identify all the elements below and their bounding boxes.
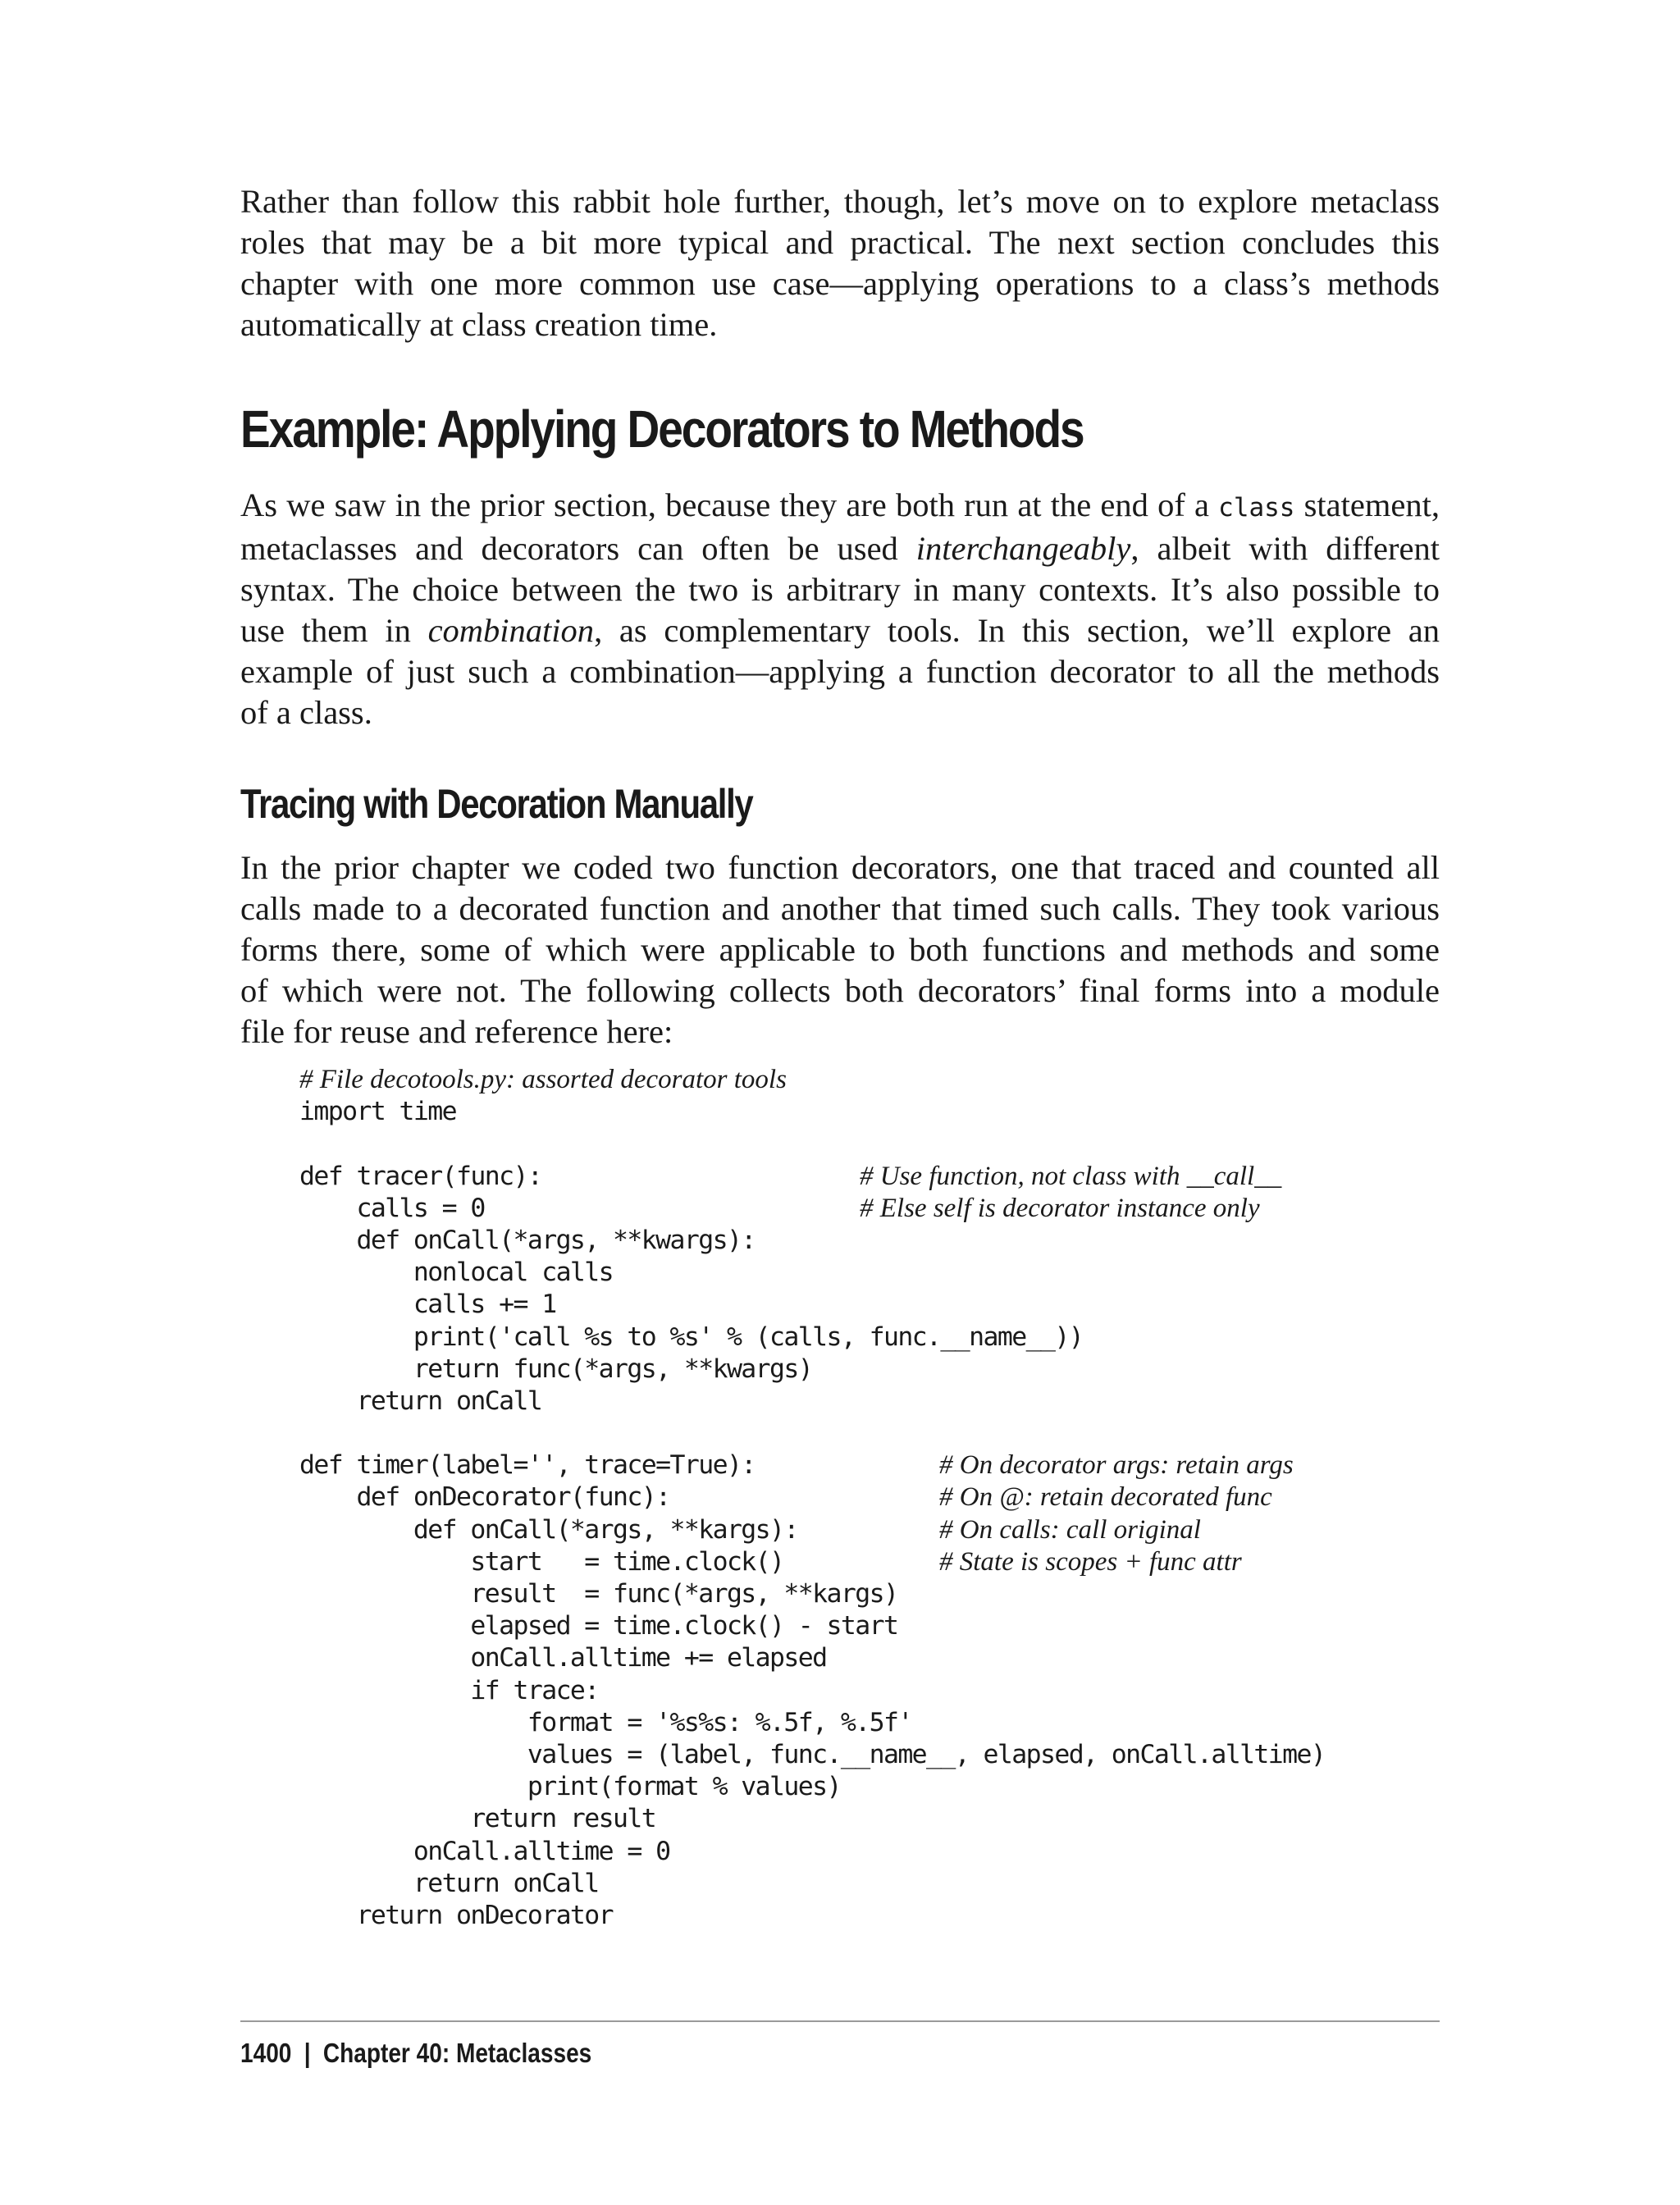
code-text: return onDecorator xyxy=(299,1900,614,1930)
footer-separator: | xyxy=(304,2038,311,2068)
code-line xyxy=(299,1707,1325,1739)
code-comment: # File decotools.py: assorted decorator tools xyxy=(299,1065,787,1094)
code-line xyxy=(299,1064,1325,1096)
code-line xyxy=(299,1289,1325,1321)
code-line xyxy=(299,1449,1325,1481)
code-line xyxy=(299,1739,1325,1771)
section-paragraph xyxy=(240,485,1440,733)
code-line xyxy=(299,1900,1325,1932)
intro-paragraph xyxy=(240,181,1440,345)
code-text: result = func(*args, **kargs) xyxy=(299,1579,898,1609)
intro-line: automatically at class creation time. xyxy=(240,306,718,343)
code-line xyxy=(299,1128,1325,1160)
text-run: , albeit with different xyxy=(1130,530,1440,567)
subsection-heading: Tracing with Decoration Manually xyxy=(240,781,753,827)
code-line xyxy=(299,1514,1325,1546)
code-text: start = time.clock() xyxy=(299,1546,784,1577)
code-text: nonlocal calls xyxy=(299,1258,614,1288)
code-comment: # Use function, not class with __call__ xyxy=(860,1161,1282,1191)
code-listing xyxy=(299,1064,1325,1932)
text-run: , as complementary tools. In this section, we’ll explore an xyxy=(594,612,1440,649)
code-text: return onCall xyxy=(299,1868,599,1898)
code-text: values = (label, func.__name__, elapsed, onCall.alltime) xyxy=(299,1739,1326,1769)
subsection-line: of which were not. The following collects both decorators’ final forms into a module xyxy=(240,972,1440,1009)
intro-line: roles that may be a bit more typical and practical. The next section concludes this xyxy=(240,224,1440,261)
subsection-line: forms there, some of which were applicable to both functions and methods and some xyxy=(240,931,1440,968)
code-line xyxy=(299,1161,1325,1193)
section-line: of a class. xyxy=(240,694,372,731)
code-text: def tracer(func): xyxy=(299,1161,542,1191)
inline-code-class: class xyxy=(1218,493,1295,523)
code-text: calls = 0 xyxy=(299,1193,485,1223)
intro-line: chapter with one more common use case—applying operations to a class’s methods xyxy=(240,265,1440,302)
code-text: def timer(label='', trace=True): xyxy=(299,1450,756,1481)
section-line: syntax. The choice between the two is arbitrary in many contexts. It’s also possible to xyxy=(240,571,1440,608)
code-line xyxy=(299,1675,1325,1707)
code-line xyxy=(299,1836,1325,1868)
text-run: As we saw in the prior section, because they are both run at the end of a xyxy=(240,486,1219,523)
chapter-title: Chapter 40: Metaclasses xyxy=(322,2038,592,2068)
code-text: calls += 1 xyxy=(299,1290,556,1320)
footer-rule xyxy=(240,2020,1440,2022)
code-comment: # On @: retain decorated func xyxy=(939,1482,1272,1513)
section-line xyxy=(240,610,1440,651)
code-line xyxy=(299,1803,1325,1835)
section-line: example of just such a combination—applying a function decorator to all the methods xyxy=(240,653,1440,690)
emphasis-interchangeably: interchangeably xyxy=(915,530,1131,567)
code-line xyxy=(299,1771,1325,1803)
text-run: metaclasses and decorators can often be used xyxy=(240,530,916,567)
code-line xyxy=(299,1193,1325,1225)
code-line xyxy=(299,1546,1325,1578)
code-line xyxy=(299,1642,1325,1674)
code-line xyxy=(299,1257,1325,1289)
code-text: import time xyxy=(299,1097,457,1127)
emphasis-combination: combination xyxy=(427,612,595,649)
code-line xyxy=(299,1868,1325,1900)
code-line xyxy=(299,1225,1325,1257)
code-line xyxy=(299,1354,1325,1386)
code-text: def onCall(*args, **kwargs): xyxy=(299,1225,756,1255)
code-line xyxy=(299,1578,1325,1610)
code-comment: # On decorator args: retain args xyxy=(939,1450,1294,1481)
code-text: if trace: xyxy=(299,1675,599,1705)
page-footer xyxy=(240,2033,591,2074)
code-comment: # Else self is decorator instance only xyxy=(860,1193,1260,1223)
text-run: statement, xyxy=(1294,486,1440,523)
code-text: elapsed = time.clock() - start xyxy=(299,1611,898,1641)
code-text: return func(*args, **kwargs) xyxy=(299,1354,813,1384)
page-number: 1400 xyxy=(240,2038,292,2068)
code-line xyxy=(299,1386,1325,1418)
code-line xyxy=(299,1610,1325,1642)
subsection-paragraph xyxy=(240,847,1440,1052)
code-line xyxy=(299,1481,1325,1513)
text-run: use them in xyxy=(240,612,428,649)
code-text: print('call %s to %s' % (calls, func.__name__)) xyxy=(299,1322,1084,1352)
subsection-line: file for reuse and reference here: xyxy=(240,1013,673,1050)
section-line xyxy=(240,528,1440,569)
code-line xyxy=(299,1322,1325,1354)
code-text: def onCall(*args, **kargs): xyxy=(299,1514,798,1545)
intro-line: Rather than follow this rabbit hole further, though, let’s move on to explore metaclass xyxy=(240,183,1440,220)
code-text: def onDecorator(func): xyxy=(299,1482,670,1513)
code-text: onCall.alltime += elapsed xyxy=(299,1643,827,1673)
code-text: onCall.alltime = 0 xyxy=(299,1836,670,1866)
section-line xyxy=(240,485,1440,528)
code-text: return onCall xyxy=(299,1386,542,1416)
code-comment: # State is scopes + func attr xyxy=(939,1546,1242,1577)
code-text: return result xyxy=(299,1804,656,1834)
subsection-line: calls made to a decorated function and another that timed such calls. They took various xyxy=(240,890,1440,927)
code-line xyxy=(299,1096,1325,1128)
section-heading: Example: Applying Decorators to Methods xyxy=(240,399,1084,459)
code-comment: # On calls: call original xyxy=(939,1514,1201,1545)
code-text: format = '%s%s: %.5f, %.5f' xyxy=(299,1707,912,1737)
subsection-line: In the prior chapter we coded two function decorators, one that traced and counted all xyxy=(240,849,1440,886)
code-text: print(format % values) xyxy=(299,1772,841,1802)
code-line xyxy=(299,1418,1325,1449)
